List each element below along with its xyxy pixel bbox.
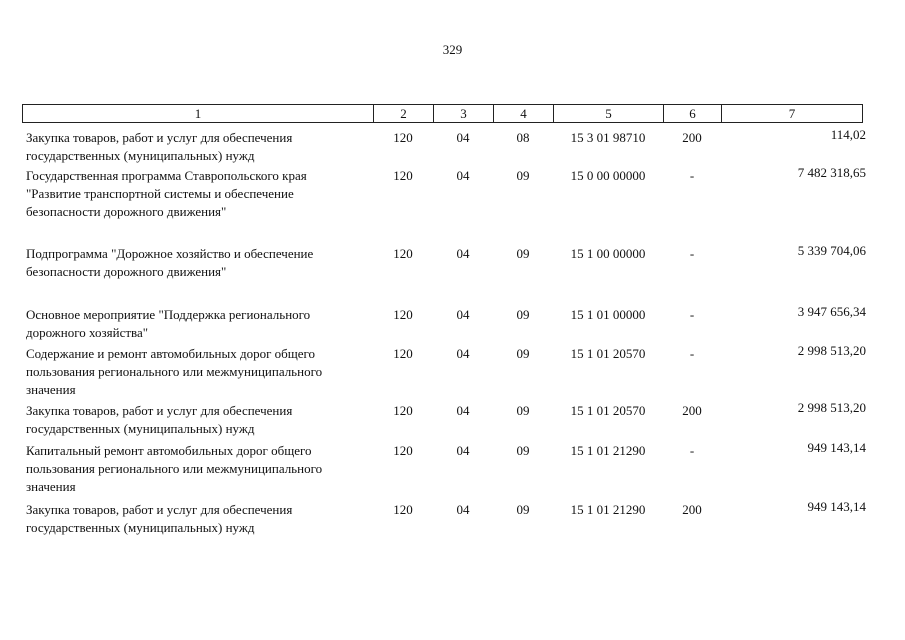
row-col-2: 120 [393, 443, 413, 458]
header-col-5: 5 [554, 105, 664, 122]
row-col-5: 15 1 01 21290 [570, 502, 646, 517]
page-number: 329 [442, 42, 463, 57]
row-name-line: Закупка товаров, работ и услуг для обеспечения [26, 130, 293, 145]
row-col-2: 120 [393, 130, 413, 145]
row-col-7: 5 339 704,06 [797, 243, 866, 258]
row-col-7: 7 482 318,65 [797, 165, 866, 180]
row-col-6: - [689, 307, 695, 322]
row-col-7: 949 143,14 [807, 440, 866, 455]
header-col-1: 1 [23, 105, 374, 122]
row-name [26, 306, 386, 342]
row-col-2: 120 [393, 346, 413, 361]
row-col-5: 15 1 01 00000 [570, 307, 646, 322]
row-col-3: 04 [456, 403, 470, 418]
row-col-7: 114,02 [830, 127, 866, 142]
row-name-line: значения [26, 479, 76, 494]
row-col-3: 04 [456, 168, 470, 183]
header-col-2: 2 [374, 105, 434, 122]
row-col-3: 04 [456, 346, 470, 361]
row-col-2: 120 [393, 307, 413, 322]
row-name-line: Подпрограмма "Дорожное хозяйство и обеспечение [26, 246, 314, 261]
row-name-line: дорожного хозяйства" [26, 325, 149, 340]
row-name [26, 167, 386, 221]
row-col-5: 15 1 01 20570 [570, 346, 646, 361]
row-col-2: 120 [393, 403, 413, 418]
row-name-line: Государственная программа Ставропольского края [26, 168, 307, 183]
header-col-4: 4 [494, 105, 554, 122]
row-name-line: государственных (муниципальных) нужд [26, 148, 255, 163]
row-name-line: пользования регионального или межмуниципального [26, 364, 323, 379]
row-col-7: 3 947 656,34 [797, 304, 866, 319]
row-col-7: 2 998 513,20 [797, 400, 866, 415]
row-col-3: 04 [456, 307, 470, 322]
row-col-5: 15 3 01 98710 [570, 130, 646, 145]
row-name [26, 245, 386, 281]
row-name [26, 501, 386, 537]
row-col-5: 15 0 00 00000 [570, 168, 646, 183]
header-col-3: 3 [434, 105, 494, 122]
row-name-line: значения [26, 382, 76, 397]
row-col-4: 09 [516, 346, 530, 361]
row-name-line: безопасности дорожного движения" [26, 204, 227, 219]
row-name [26, 345, 386, 399]
row-col-6: - [689, 168, 695, 183]
row-col-4: 09 [516, 403, 530, 418]
row-col-4: 09 [516, 168, 530, 183]
row-col-6: - [689, 346, 695, 361]
row-col-4: 09 [516, 502, 530, 517]
row-col-4: 09 [516, 307, 530, 322]
row-col-5: 15 1 00 00000 [570, 246, 646, 261]
row-name-line: государственных (муниципальных) нужд [26, 520, 255, 535]
row-name-line: Содержание и ремонт автомобильных дорог общего [26, 346, 316, 361]
row-name-line: Закупка товаров, работ и услуг для обеспечения [26, 502, 293, 517]
row-col-3: 04 [456, 246, 470, 261]
row-col-4: 09 [516, 246, 530, 261]
row-name-line: Закупка товаров, работ и услуг для обеспечения [26, 403, 293, 418]
row-name-line: Основное мероприятие "Поддержка регионального [26, 307, 311, 322]
row-name-line: пользования регионального или межмуниципального [26, 461, 323, 476]
row-col-4: 09 [516, 443, 530, 458]
row-col-3: 04 [456, 502, 470, 517]
row-col-3: 04 [456, 130, 470, 145]
row-name-line: государственных (муниципальных) нужд [26, 421, 255, 436]
row-col-7: 949 143,14 [807, 499, 866, 514]
row-col-5: 15 1 01 20570 [570, 403, 646, 418]
row-name-line: безопасности дорожного движения" [26, 264, 227, 279]
header-col-7: 7 [788, 106, 796, 121]
row-col-5: 15 1 01 21290 [570, 443, 646, 458]
row-col-6: - [689, 246, 695, 261]
row-col-2: 120 [393, 502, 413, 517]
row-col-7: 2 998 513,20 [797, 343, 866, 358]
table-header [22, 104, 863, 123]
row-col-2: 120 [393, 246, 413, 261]
row-col-2: 120 [393, 168, 413, 183]
row-name-line: "Развитие транспортной системы и обеспечение [26, 186, 294, 201]
row-col-3: 04 [456, 443, 470, 458]
row-name [26, 442, 386, 496]
row-name-line: Капитальный ремонт автомобильных дорог общего [26, 443, 312, 458]
row-name [26, 402, 386, 438]
row-col-6: - [689, 443, 695, 458]
header-col-6: 6 [664, 105, 722, 122]
row-col-6: 200 [682, 403, 702, 418]
row-col-6: 200 [682, 130, 702, 145]
row-col-6: 200 [682, 502, 702, 517]
row-col-4: 08 [516, 130, 530, 145]
row-name [26, 129, 386, 165]
